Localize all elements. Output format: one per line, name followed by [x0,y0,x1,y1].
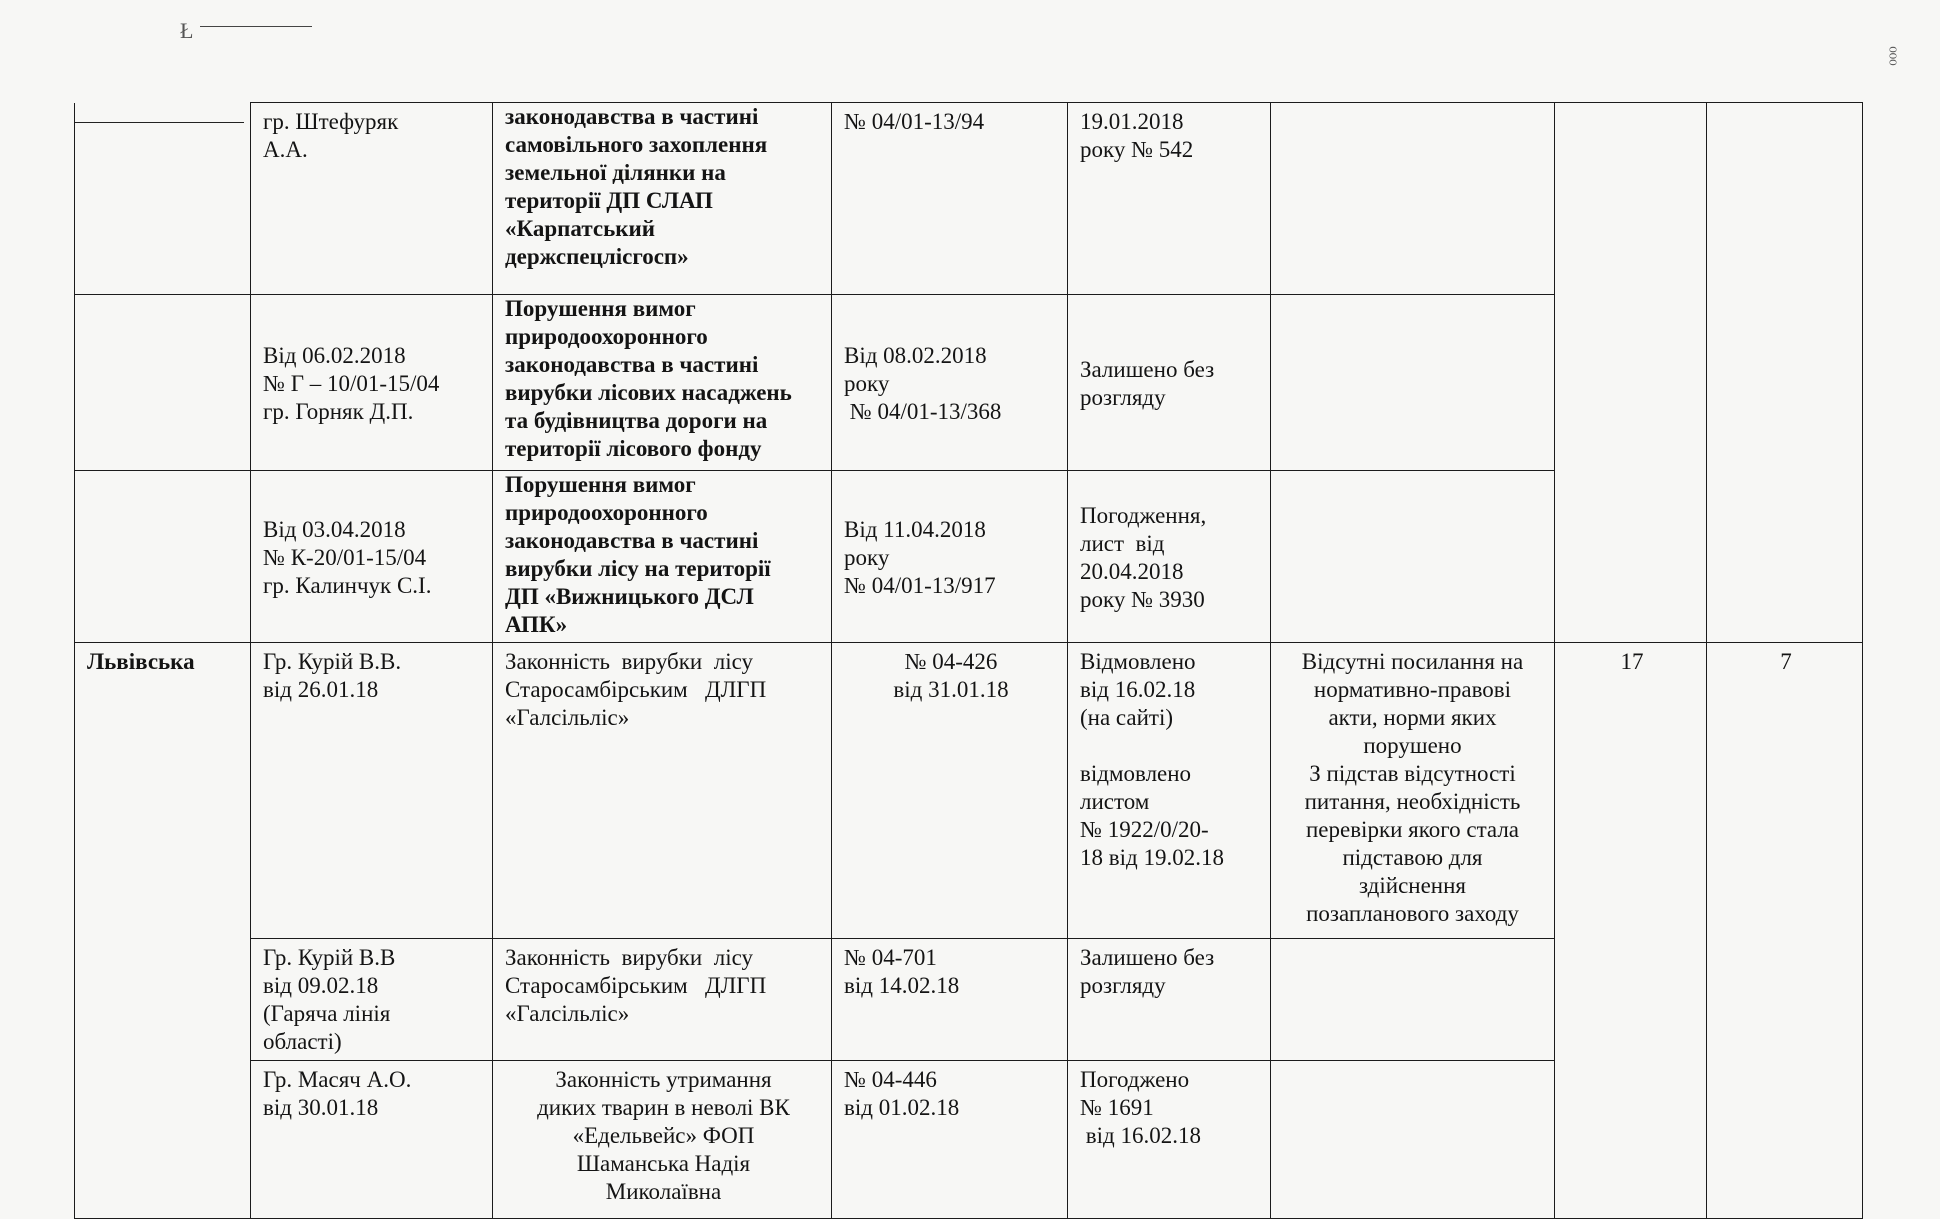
subject-line: Шаманська Надія [576,1151,751,1176]
result-line: року № 3930 [1080,586,1205,612]
subject-line: держспецлісгосп» [505,244,689,269]
result-cell [1068,471,1271,643]
result-line: Залишено без [1080,945,1215,970]
result-cell [1068,939,1271,1061]
applicant-line: Гр. Масяч А.О. [263,1067,412,1092]
result-line: листом [1080,789,1150,814]
reg-number-line: Від 11.04.2018 [844,516,986,542]
applicant-line: Гр. Курій В.В [263,945,396,970]
grounds-cell [1271,643,1555,939]
subject-line: території лісового фонду [505,436,762,461]
applicant-cell [251,1061,493,1219]
result-cell [1068,103,1271,295]
subject-line: «Карпатський [505,216,656,241]
grounds-cell [1271,103,1555,295]
reg-number-cell [832,939,1068,1061]
reg-number-line: від 31.01.18 [893,677,1009,702]
reg-number-cell [832,295,1068,471]
applicant-line: від 09.02.18 [263,973,379,998]
subject-line: земельної ділянки на [505,160,726,185]
subject-line: території ДП СЛАП [505,188,713,213]
grounds-line: З підстав відсутності [1309,761,1516,786]
subject-line: «Едельвейс» ФОП [572,1123,755,1148]
grounds-line: питання, необхідність [1304,789,1521,814]
applicant-line: Від 06.02.2018 [263,342,406,368]
reg-number-line: № 04-446 [844,1067,937,1092]
region-cell: Львівська [75,643,251,939]
checks-count-cell [1707,471,1863,643]
result-line: розгляду [1080,973,1166,998]
grounds-line: позапланового заходу [1306,901,1519,926]
subject-line: «Галсільліс» [505,1001,630,1026]
region-cell [75,1061,251,1219]
checks-count-cell [1707,103,1863,295]
total-count-cell [1555,939,1707,1061]
applicant-line: гр. Штефуряк [263,109,399,134]
table-row [75,1061,1863,1219]
applicant-line: (Гаряча лінія [263,1001,391,1026]
subject-cell [493,1061,832,1219]
region-cell [75,939,251,1061]
grounds-cell [1271,1061,1555,1219]
region-cell [75,103,251,295]
applicant-cell [251,643,493,939]
result-line: Залишено без [1080,356,1215,382]
applicant-cell [251,295,493,471]
grounds-line: нормативно-правові [1313,677,1512,702]
subject-line: Законність утримання [555,1067,772,1092]
reg-number-line: року [844,544,890,570]
table-row [75,643,1863,939]
subject-line: Старосамбірським ДЛГП [505,677,767,702]
applicant-line: гр. Горняк Д.П. [263,398,414,424]
subject-line: ДП «Вижницького ДСЛ [505,584,754,609]
subject-line: АПК» [505,612,568,637]
result-line: року № 542 [1080,137,1194,162]
result-cell [1068,1061,1271,1219]
applicant-line: від 30.01.18 [263,1095,379,1120]
reg-number-line: від 14.02.18 [844,973,960,998]
total-count-cell [1555,1061,1707,1219]
subject-line: природоохоронного [505,500,708,525]
scan-pen-stroke [200,26,312,27]
applicant-line: А.А. [263,137,308,162]
result-line: розгляду [1080,384,1166,410]
result-cell [1068,643,1271,939]
result-line: 18 від 19.02.18 [1080,845,1224,870]
grounds-line: перевірки якого стала [1305,817,1520,842]
total-count-cell: 17 [1555,643,1707,939]
subject-line: вирубки лісу на території [505,556,771,581]
reg-number-line: № 04/01-13/94 [844,109,985,134]
total-count-cell [1555,295,1707,471]
reg-number-cell [832,1061,1068,1219]
subject-line: законодавства в частині [505,528,759,553]
reg-number-line: Від 08.02.2018 [844,342,987,368]
result-line: № 1691 [1080,1095,1154,1120]
reg-number-cell [832,471,1068,643]
subject-cell [493,103,832,295]
grounds-cell [1271,295,1555,471]
table-row [75,471,1863,643]
reg-number-line: року [844,370,890,396]
checks-count-cell [1707,939,1863,1061]
subject-line: Порушення вимог [505,296,696,321]
result-line: № 1922/0/20- [1080,817,1209,842]
result-line: лист від [1080,530,1165,556]
subject-line: самовільного захоплення [505,132,768,157]
subject-line: законодавства в частині [505,352,759,377]
subject-cell [493,295,832,471]
subject-line: диких тварин в неволі ВК [537,1095,790,1120]
checks-count-cell [1707,295,1863,471]
reg-number-line: № 04-701 [844,945,937,970]
result-line: 19.01.2018 [1080,109,1184,134]
reg-number-line: № 04/01-13/368 [844,398,1002,424]
grounds-line: порушено [1363,733,1462,758]
table-row [75,295,1863,471]
reg-number-line: № 04/01-13/917 [844,572,996,598]
subject-cell [493,471,832,643]
reg-number-cell [832,103,1068,295]
scan-pen-mark: Ł [180,18,194,43]
subject-cell [493,939,832,1061]
total-count-cell [1555,471,1707,643]
subject-line: та будівництва дороги на [505,408,768,433]
grounds-line: акти, норми яких [1328,705,1497,730]
reg-number-line: від 01.02.18 [844,1095,960,1120]
grounds-line: підставою для [1342,845,1483,870]
table-row [75,939,1863,1061]
applicant-cell [251,939,493,1061]
reg-number-line: № 04-426 [904,649,998,674]
subject-line: законодавства в частині [505,104,759,129]
checks-count-cell [1707,1061,1863,1219]
subject-line: «Галсільліс» [505,705,630,730]
result-line: Відмовлено [1080,649,1196,674]
applicant-line: № К-20/01-15/04 [263,544,427,570]
grounds-line: здійснення [1359,873,1466,898]
applicant-cell [251,103,493,295]
subject-line: Миколаївна [605,1179,722,1204]
applicant-cell [251,471,493,643]
grounds-cell [1271,939,1555,1061]
checks-count-cell: 7 [1707,643,1863,939]
subject-line: Законність вирубки лісу [505,649,754,674]
applicant-line: області) [263,1029,342,1054]
total-count-cell [1555,103,1707,295]
result-line: від 16.02.18 [1080,1123,1201,1148]
result-gap [1080,732,1261,760]
appeals-table [74,102,1863,1219]
scan-margin-mark: ⁰⁰⁰ [1880,46,1898,66]
subject-line: Законність вирубки лісу [505,945,754,970]
applicant-line: гр. Калинчук С.І. [263,572,432,598]
subject-line: природоохоронного [505,324,708,349]
table-row [75,103,1863,295]
result-line: від 16.02.18 [1080,677,1196,702]
reg-number-cell [832,643,1068,939]
result-line: відмовлено [1080,761,1192,786]
region-cell [75,295,251,471]
result-line: Погоджено [1080,1067,1190,1092]
subject-cell [493,643,832,939]
subject-line: Старосамбірським ДЛГП [505,973,767,998]
applicant-line: від 26.01.18 [263,677,379,702]
result-line: 20.04.2018 [1080,558,1184,584]
region-cell [75,471,251,643]
applicant-line: Від 03.04.2018 [263,516,406,542]
subject-line: Порушення вимог [505,472,696,497]
subject-line: вирубки лісових насаджень [505,380,792,405]
applicant-line: Гр. Курій В.В. [263,649,402,674]
result-line: Погодження, [1080,502,1207,528]
grounds-cell [1271,471,1555,643]
grounds-line: Відсутні посилання на [1301,649,1524,674]
applicant-line: № Г – 10/01-15/04 [263,370,440,396]
result-line: (на сайті) [1080,705,1174,730]
result-cell [1068,295,1271,471]
